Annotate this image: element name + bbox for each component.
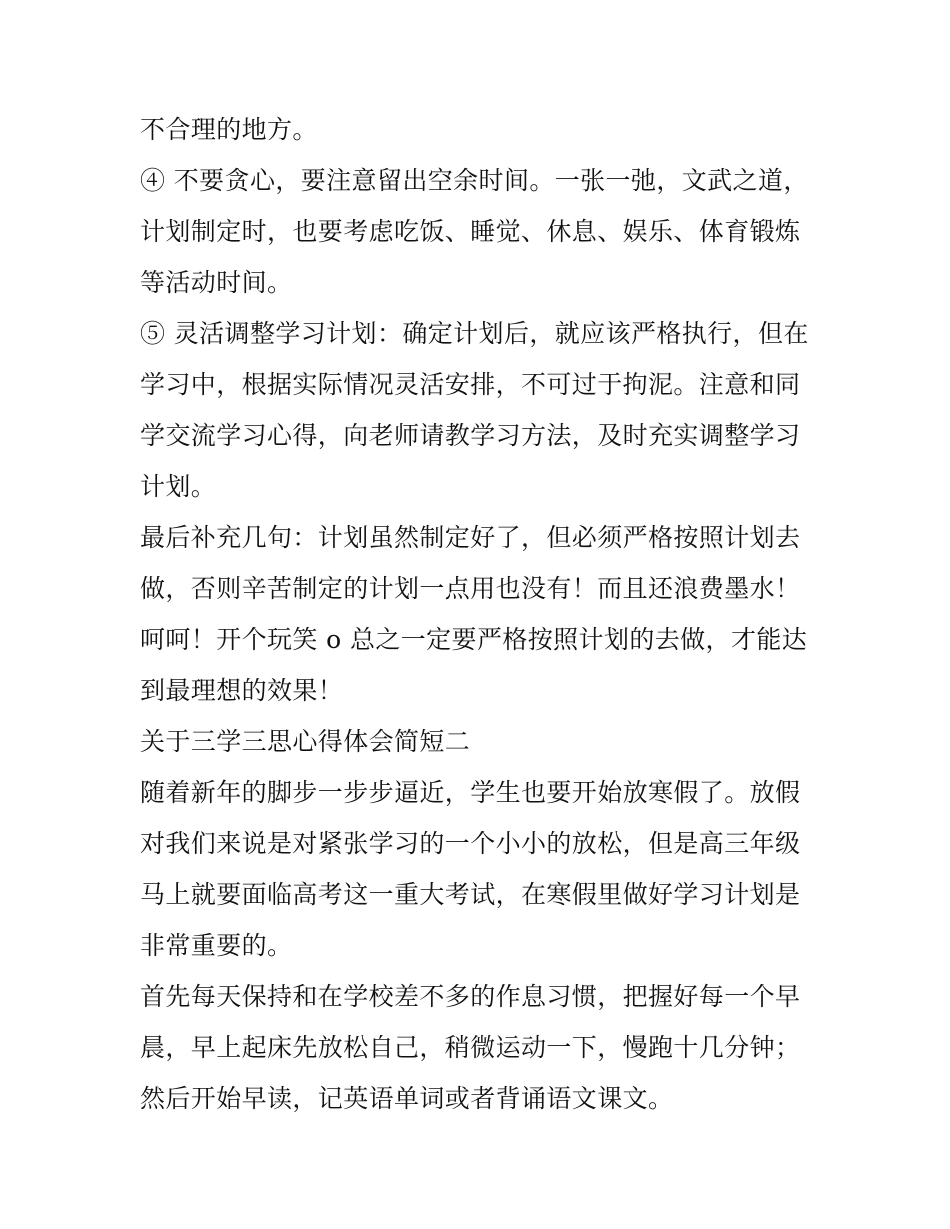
paragraph-item-4: ④ 不要贪心，要注意留出空余时间。一张一弛，文武之道，计划制定时，也要考虑吃饭、睡觉、休息、娱乐、体育锻炼等活动时间。 <box>140 166 809 297</box>
section-heading: 关于三学三思心得体会简短二 <box>140 727 471 756</box>
document-body <box>140 104 820 1124</box>
paragraph-morning-routine: 首先每天保持和在学校差不多的作息习惯，把握好每一个早晨，早上起床先放松自己，稍微运动一下，慢跑十几分钟；然后开始早读，记英语单词或者背诵语文课文。 <box>140 982 801 1113</box>
paragraph-item-5: ⑤ 灵活调整学习计划：确定计划后，就应该严格执行，但在学习中，根据实际情况灵活安排，不可过于拘泥。注意和同学交流学习心得，向老师请教学习方法，及时充实调整学习计划。 <box>140 319 809 501</box>
paragraph-intro: 随着新年的脚步一步步逼近，学生也要开始放寒假了。放假对我们来说是对紧张学习的一个小小的放松，但是高三年级马上就要面临高考这一重大考试，在寒假里做好学习计划是非常重要的。 <box>140 778 801 960</box>
paragraph-closing-note: 最后补充几句：计划虽然制定好了，但必须严格按照计划去做，否则辛苦制定的计划一点用也没有！而且还浪费墨水！呵呵！开个玩笑 o 总之一定要严格按照计划的去做，才能达到最理想的效果！ <box>140 523 808 705</box>
paragraph-continuation: 不合理的地方。 <box>140 115 318 144</box>
